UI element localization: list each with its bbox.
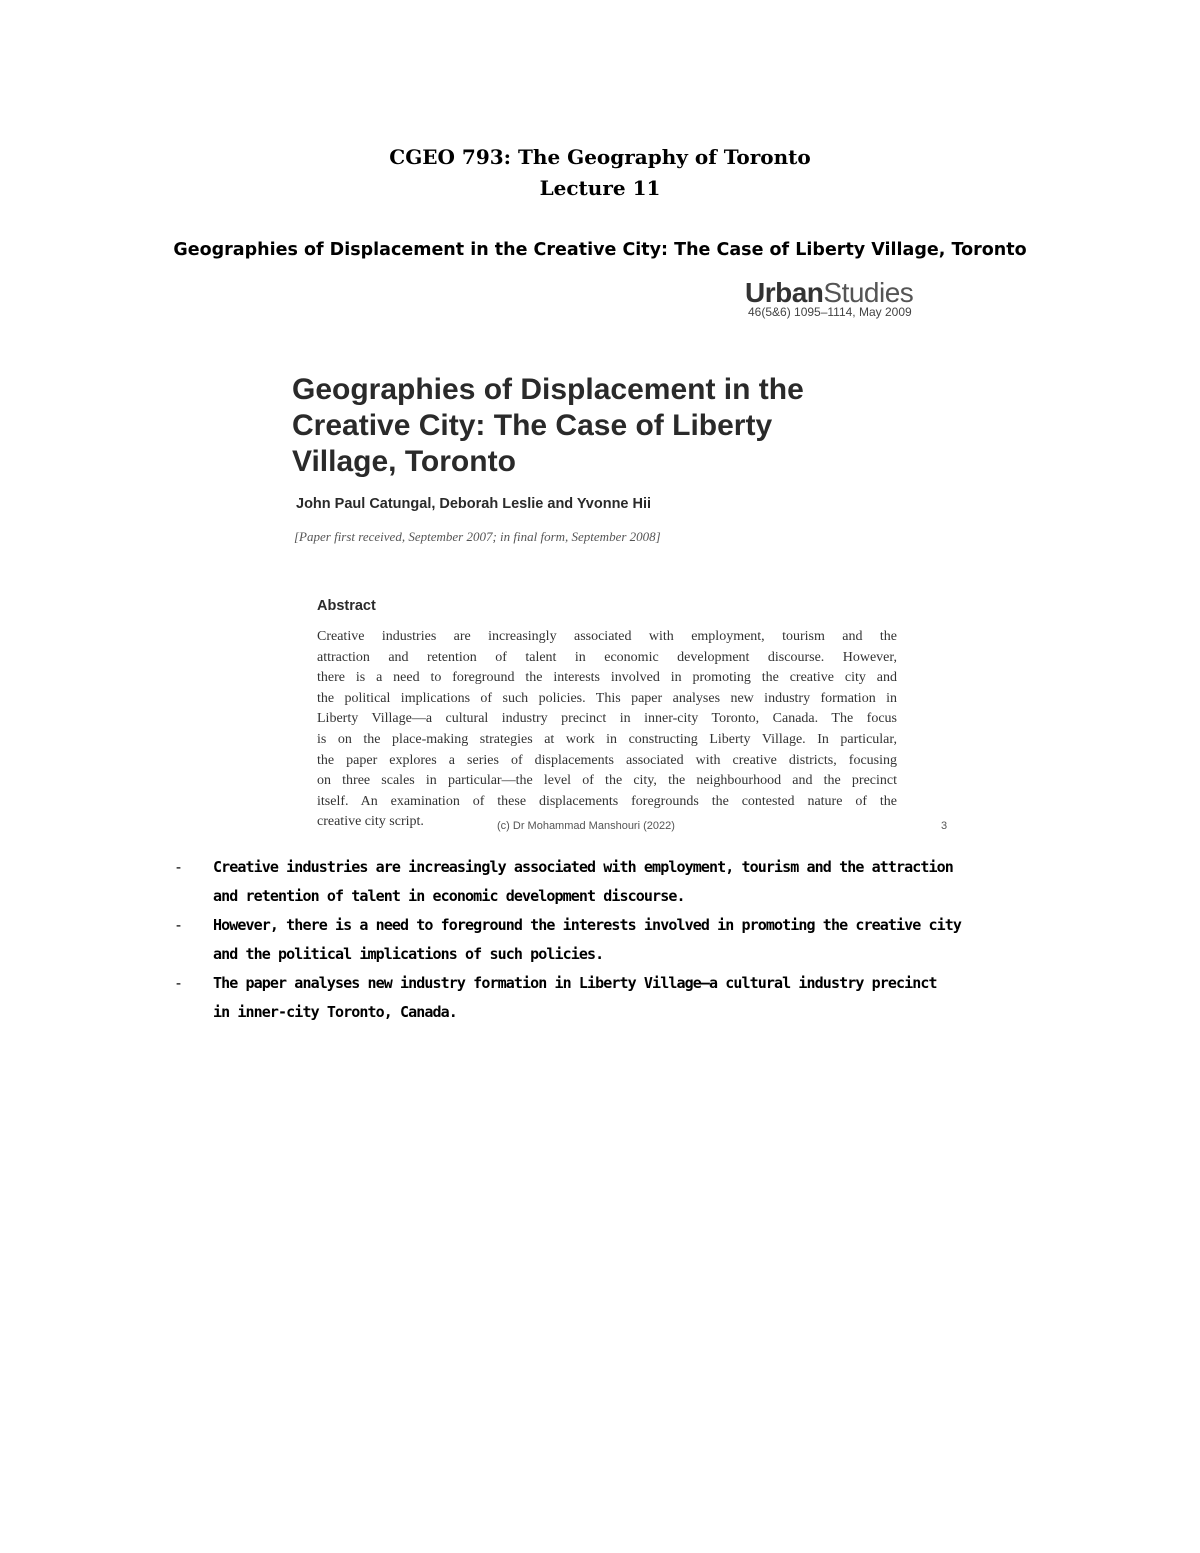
journal-logo-urban: Urban [745,277,824,308]
slide-number: 3 [941,820,948,832]
bullet-dash: - [174,974,183,992]
abstract-line: the political implications of such policies. This paper analyses new industry formation in [317,690,897,706]
abstract-heading: Abstract [317,598,376,614]
bullet-text-line: The paper analyses new industry formation in Liberty Village—a cultural industry precinct [213,974,937,992]
bullet-item [170,969,1070,1027]
paper-dates: [Paper first received, September 2007; in final form, September 2008] [294,529,661,544]
abstract-line: creative city script. [317,814,424,830]
journal-reference: 46(5&6) 1095–1114, May 2009 [748,305,912,319]
bullet-item [170,853,1070,911]
bullet-text-line: and the political implications of such policies. [213,945,604,963]
paper-title-line: Creative City: The Case of Liberty [292,409,773,442]
paper-title-line: Village, Toronto [292,445,516,478]
abstract-line: the paper explores a series of displacements associated with creative districts, focusing [317,752,897,768]
course-title: CGEO 793: The Geography of Toronto [389,145,811,169]
bullet-dash: - [174,858,183,876]
bullet-text-line: and retention of talent in economic development discourse. [213,887,685,905]
bullet-text-line: in inner-city Toronto, Canada. [213,1003,457,1021]
bullet-list [170,853,1070,1027]
copyright-watermark: (c) Dr Mohammad Manshouri (2022) [497,820,675,832]
abstract-line: is on the place-making strategies at work in constructing Liberty Village. In particular, [317,731,897,747]
abstract-line: attraction and retention of talent in economic development discourse. However, [317,649,897,665]
paper-title [292,372,852,480]
abstract-line: itself. An examination of these displacements foregrounds the contested nature of the [317,793,897,809]
bullet-text-line: Creative industries are increasingly associated with employment, tourism and the attraction [213,858,953,876]
abstract-line: Liberty Village—a cultural industry precinct in inner-city Toronto, Canada. The focus [317,711,897,727]
lecture-number: Lecture 11 [539,176,661,200]
abstract-line: there is a need to foreground the interests involved in promoting the creative city and [317,670,897,686]
bullet-item [170,911,1070,969]
paper-authors: John Paul Catungal, Deborah Leslie and Yvonne Hii [296,496,652,512]
bullet-dash: - [174,916,183,934]
abstract-line: Creative industries are increasingly associated with employment, tourism and the [317,629,897,644]
paper-title-line: Geographies of Displacement in the [292,373,804,406]
abstract-text [317,627,897,833]
bullet-text-line: However, there is a need to foreground the interests involved in promoting the creative city [213,916,962,934]
document-heading: Geographies of Displacement in the Creative City: The Case of Liberty Village, Toronto [173,240,1027,260]
abstract-line: on three scales in particular—the level of the city, the neighbourhood and the precinct [317,773,897,789]
journal-logo-studies: Studies [823,277,914,308]
